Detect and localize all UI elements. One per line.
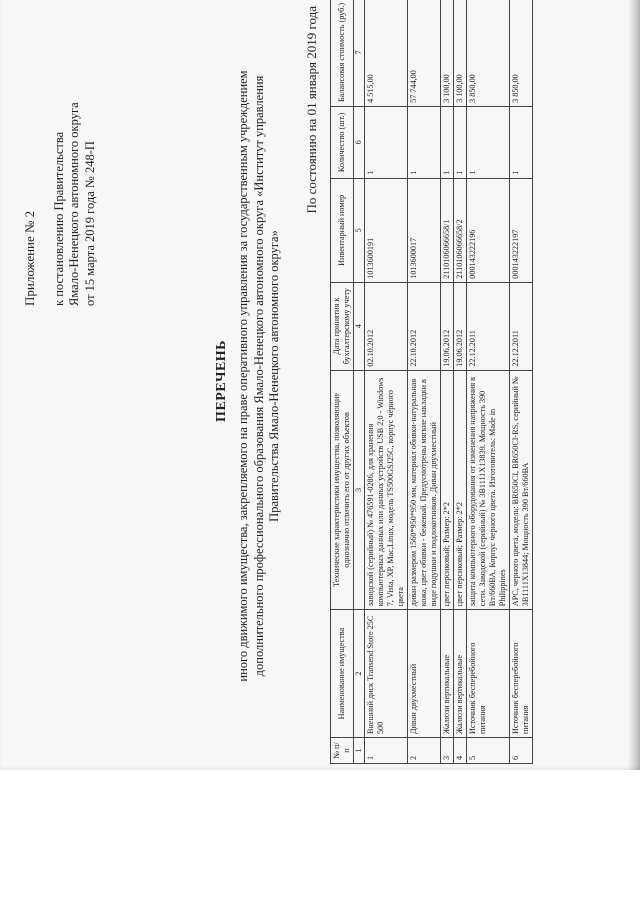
column-number: 2 (354, 610, 365, 738)
subtitle-line: дополнительного профессионального образования Ямало-Ненецкого автономного округа «Институт управления (251, 75, 266, 677)
cell-name: Жалюзи вертикальные (454, 610, 467, 738)
cell-specs: цвет персиковый; Размер: 2*2 (441, 370, 454, 610)
cell-inventory: 2110106066658/1 (441, 178, 454, 282)
cell-name: Источник бесперебойного питания (467, 610, 510, 738)
appendix-line: к постановлению Правительства (51, 131, 66, 306)
cell-date: 19.06.2012 (454, 282, 467, 370)
table-row (467, 0, 510, 764)
cell-num: 3 (441, 738, 454, 764)
table-header-row (331, 0, 354, 764)
table-row (365, 0, 408, 764)
cell-date: 19.06.2012 (441, 282, 454, 370)
cell-qty: 1 (454, 106, 467, 178)
table-row (454, 0, 467, 764)
document-title: ПЕРЕЧЕНЬ (214, 340, 229, 422)
column-number: 7 (354, 0, 365, 106)
cell-date: 22.12.2011 (467, 282, 510, 370)
document-subtitle (236, 26, 283, 726)
table-row (441, 0, 454, 764)
cell-date: 22.10.2012 (408, 282, 441, 370)
cell-qty: 1 (365, 106, 408, 178)
cell-name: Диван двухместный (408, 610, 441, 738)
cell-cost: 3 100,00 (454, 0, 467, 106)
column-number: 3 (354, 370, 365, 610)
cell-cost: 57 744,00 (408, 0, 441, 106)
property-table (330, 0, 533, 764)
cell-qty: 1 (441, 106, 454, 178)
cell-qty: 1 (467, 106, 510, 178)
cell-date: 22.12.2011 (510, 282, 533, 370)
cell-name: Источник бесперебойного питания (510, 610, 533, 738)
cell-inventory: 1013600191 (365, 178, 408, 282)
cell-inventory: 000143222197 (510, 178, 533, 282)
header-qty: Количество (шт.) (331, 106, 354, 178)
column-number: 5 (354, 178, 365, 282)
cell-num: 6 (510, 738, 533, 764)
cell-cost: 4 515,00 (365, 0, 408, 106)
cell-specs: заводской (серийный) № 476591-0286, для хранения компьютерных данных или данных устройств USB 2,0 - Windows 7, Vista, XP, Mac,Linux, модель TS500GSJ25C, корпус чёрного цвета (365, 370, 408, 610)
column-number: 6 (354, 106, 365, 178)
cell-num: 1 (365, 738, 408, 764)
cell-name: Внешний диск Transend Store 25C 500 (365, 610, 408, 738)
cell-num: 4 (454, 738, 467, 764)
appendix-title: Приложение № 2 (22, 210, 37, 306)
column-number: 4 (354, 282, 365, 370)
cell-specs: цвет персиковый; Размер: 2*2 (454, 370, 467, 610)
rotated-document-page (4, 0, 624, 766)
cell-date: 02.10.2012 (365, 282, 408, 370)
cell-specs: диван размером 1560*950*950 мм, материал обивки-натуральная кожа, цвет обивки - бежевый. Предусмотрены мягкие накладки в виде подушки и подлокотников. Диван двухместный (408, 370, 441, 610)
cell-qty: 1 (510, 106, 533, 178)
as-of-date: По состоянию на 01 января 2019 года (304, 6, 319, 214)
cell-inventory: 000143222196 (467, 178, 510, 282)
cell-num: 2 (408, 738, 441, 764)
header-cost: Балансовая стоимость (руб.) (331, 0, 354, 106)
cell-qty: 1 (408, 106, 441, 178)
subtitle-line: Правительства Ямало-Ненецкого автономного округа» (267, 230, 281, 522)
cell-cost: 3 850,00 (467, 0, 510, 106)
subtitle-line: иного движимого имущества, закрепляемого на праве оперативного управления за государственным учреждением (236, 70, 250, 682)
column-number: 1 (354, 738, 365, 764)
cell-inventory: 1013600017 (408, 178, 441, 282)
column-number-row (354, 0, 365, 764)
cell-inventory: 2110106066658/2 (454, 178, 467, 282)
cell-cost: 3 850,00 (510, 0, 533, 106)
header-num: № п/п (331, 738, 354, 764)
table-row (510, 0, 533, 764)
header-date: Дата принятия к бухгалтерскому учету (331, 282, 354, 370)
cell-num: 5 (467, 738, 510, 764)
cell-specs: защита компьютерного оборудования от изменения напряжения в сети. Заводской (серийный) № 3B1111X13839. Мощность 390 Вт/660ВА. Корпус черного цвета. Изготовитель: Made in Philippines (467, 370, 510, 610)
appendix-line: от 15 марта 2019 года № 248-П (82, 141, 97, 306)
cell-cost: 3 100,00 (441, 0, 454, 106)
cell-name: Жалюзи вертикальные (441, 610, 454, 738)
header-specs: Технические характеристики имущества, позволяющие однозначно отличить его от других объектов (331, 370, 354, 610)
appendix-line: Ямало-Ненецкого автономного округа (67, 102, 81, 306)
appendix-block (22, 6, 98, 306)
table-row (408, 0, 441, 764)
cell-specs: APC, черного цвета, модель: BR650CI, BR650CI-RS, серийный № 3B1111X13844; Мощность 390 Вт/660ВА (510, 370, 533, 610)
header-name: Наименование имущества (331, 610, 354, 738)
header-inventory: Инвентарный номер (331, 178, 354, 282)
